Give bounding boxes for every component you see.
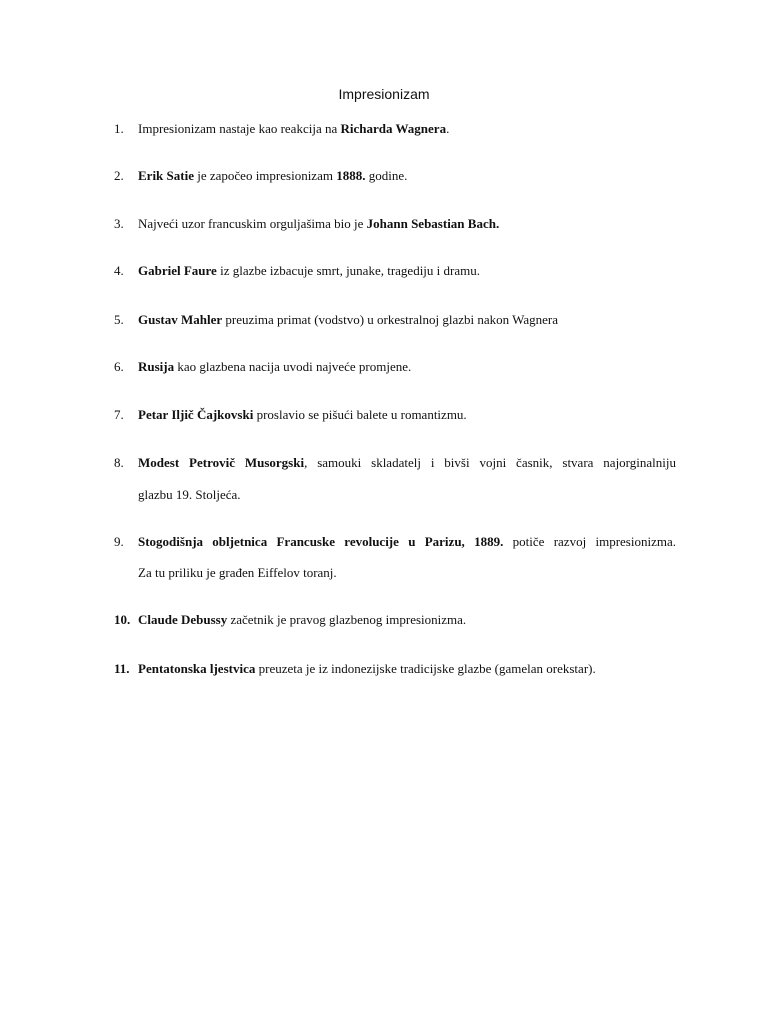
item-number: 2.: [114, 168, 124, 183]
document-title: Impresionizam: [338, 86, 430, 102]
item-number: 11.: [114, 661, 130, 676]
item-text: [138, 534, 676, 550]
item-text: [138, 612, 676, 628]
item-text-bold: Gabriel Faure: [138, 263, 217, 278]
item-text-bold: Pentatonska ljestvica: [138, 661, 256, 676]
item-text-bold: Claude Debussy: [138, 612, 228, 627]
item-text: [138, 359, 676, 375]
item-text-segment: preuzima primat (vodstvo) u orkestralnoj glazbi nakon Wagnera: [222, 312, 559, 327]
item-text: [138, 216, 676, 232]
item-number: 10.: [114, 612, 131, 627]
item-continuation-text: glazbu 19. Stoljeća.: [138, 487, 241, 502]
item-text: [138, 121, 676, 137]
item-text: [138, 407, 676, 423]
item-text-segment: .: [446, 121, 450, 136]
item-text-bold: 1888.: [336, 168, 366, 183]
item-text-bold: Modest Petrovič Musorgski: [138, 455, 305, 470]
item-number: 1.: [114, 121, 124, 136]
item-text-bold: Richarda Wagnera: [340, 121, 447, 136]
item-text-segment: potiče razvoj impresionizma.: [503, 534, 676, 549]
item-text: [138, 661, 676, 677]
item-text-bold: Rusija: [138, 359, 175, 374]
item-number: 7.: [114, 407, 124, 422]
item-text-bold: Erik Satie: [138, 168, 194, 183]
item-number: 9.: [114, 534, 124, 549]
item-text-segment: , samouki skladatelj i bivši vojni časnik, stvara najorginalniju: [304, 455, 676, 470]
item-text: [138, 455, 676, 471]
item-number: 4.: [114, 263, 124, 278]
item-number: 6.: [114, 359, 124, 374]
item-text-segment: iz glazbe izbacuje smrt, junake, tragediju i dramu.: [216, 263, 480, 278]
item-text-bold: Gustav Mahler: [138, 312, 223, 327]
item-text-bold: Johann Sebastian Bach.: [366, 216, 500, 231]
item-continuation-text: Za tu priliku je građen Eiffelov toranj.: [138, 565, 337, 580]
item-number: 5.: [114, 312, 124, 327]
item-text-segment: proslavio se pišući balete u romantizmu.: [253, 407, 467, 422]
item-text-segment: kao glazbena nacija uvodi najveće promjene.: [174, 359, 412, 374]
item-text-bold: Stogodišnja obljetnica Francuske revolucije u Parizu, 1889.: [138, 534, 504, 549]
item-text-segment: Najveći uzor francuskim orguljašima bio je: [138, 216, 367, 231]
item-number: 3.: [114, 216, 124, 231]
item-text-bold: Petar Iljič Čajkovski: [138, 407, 254, 422]
item-text-segment: začetnik je pravog glazbenog impresionizma.: [227, 612, 467, 627]
item-text: [138, 168, 676, 184]
item-text-segment: godine.: [365, 168, 408, 183]
item-text: [138, 312, 676, 328]
item-number: 8.: [114, 455, 124, 470]
item-text-segment: Impresionizam nastaje kao reakcija na: [138, 121, 341, 136]
item-text-segment: preuzeta je iz indonezijske tradicijske glazbe (gamelan orekstar).: [255, 661, 596, 676]
item-text: [138, 263, 676, 279]
item-text-segment: je započeo impresionizam: [193, 168, 337, 183]
